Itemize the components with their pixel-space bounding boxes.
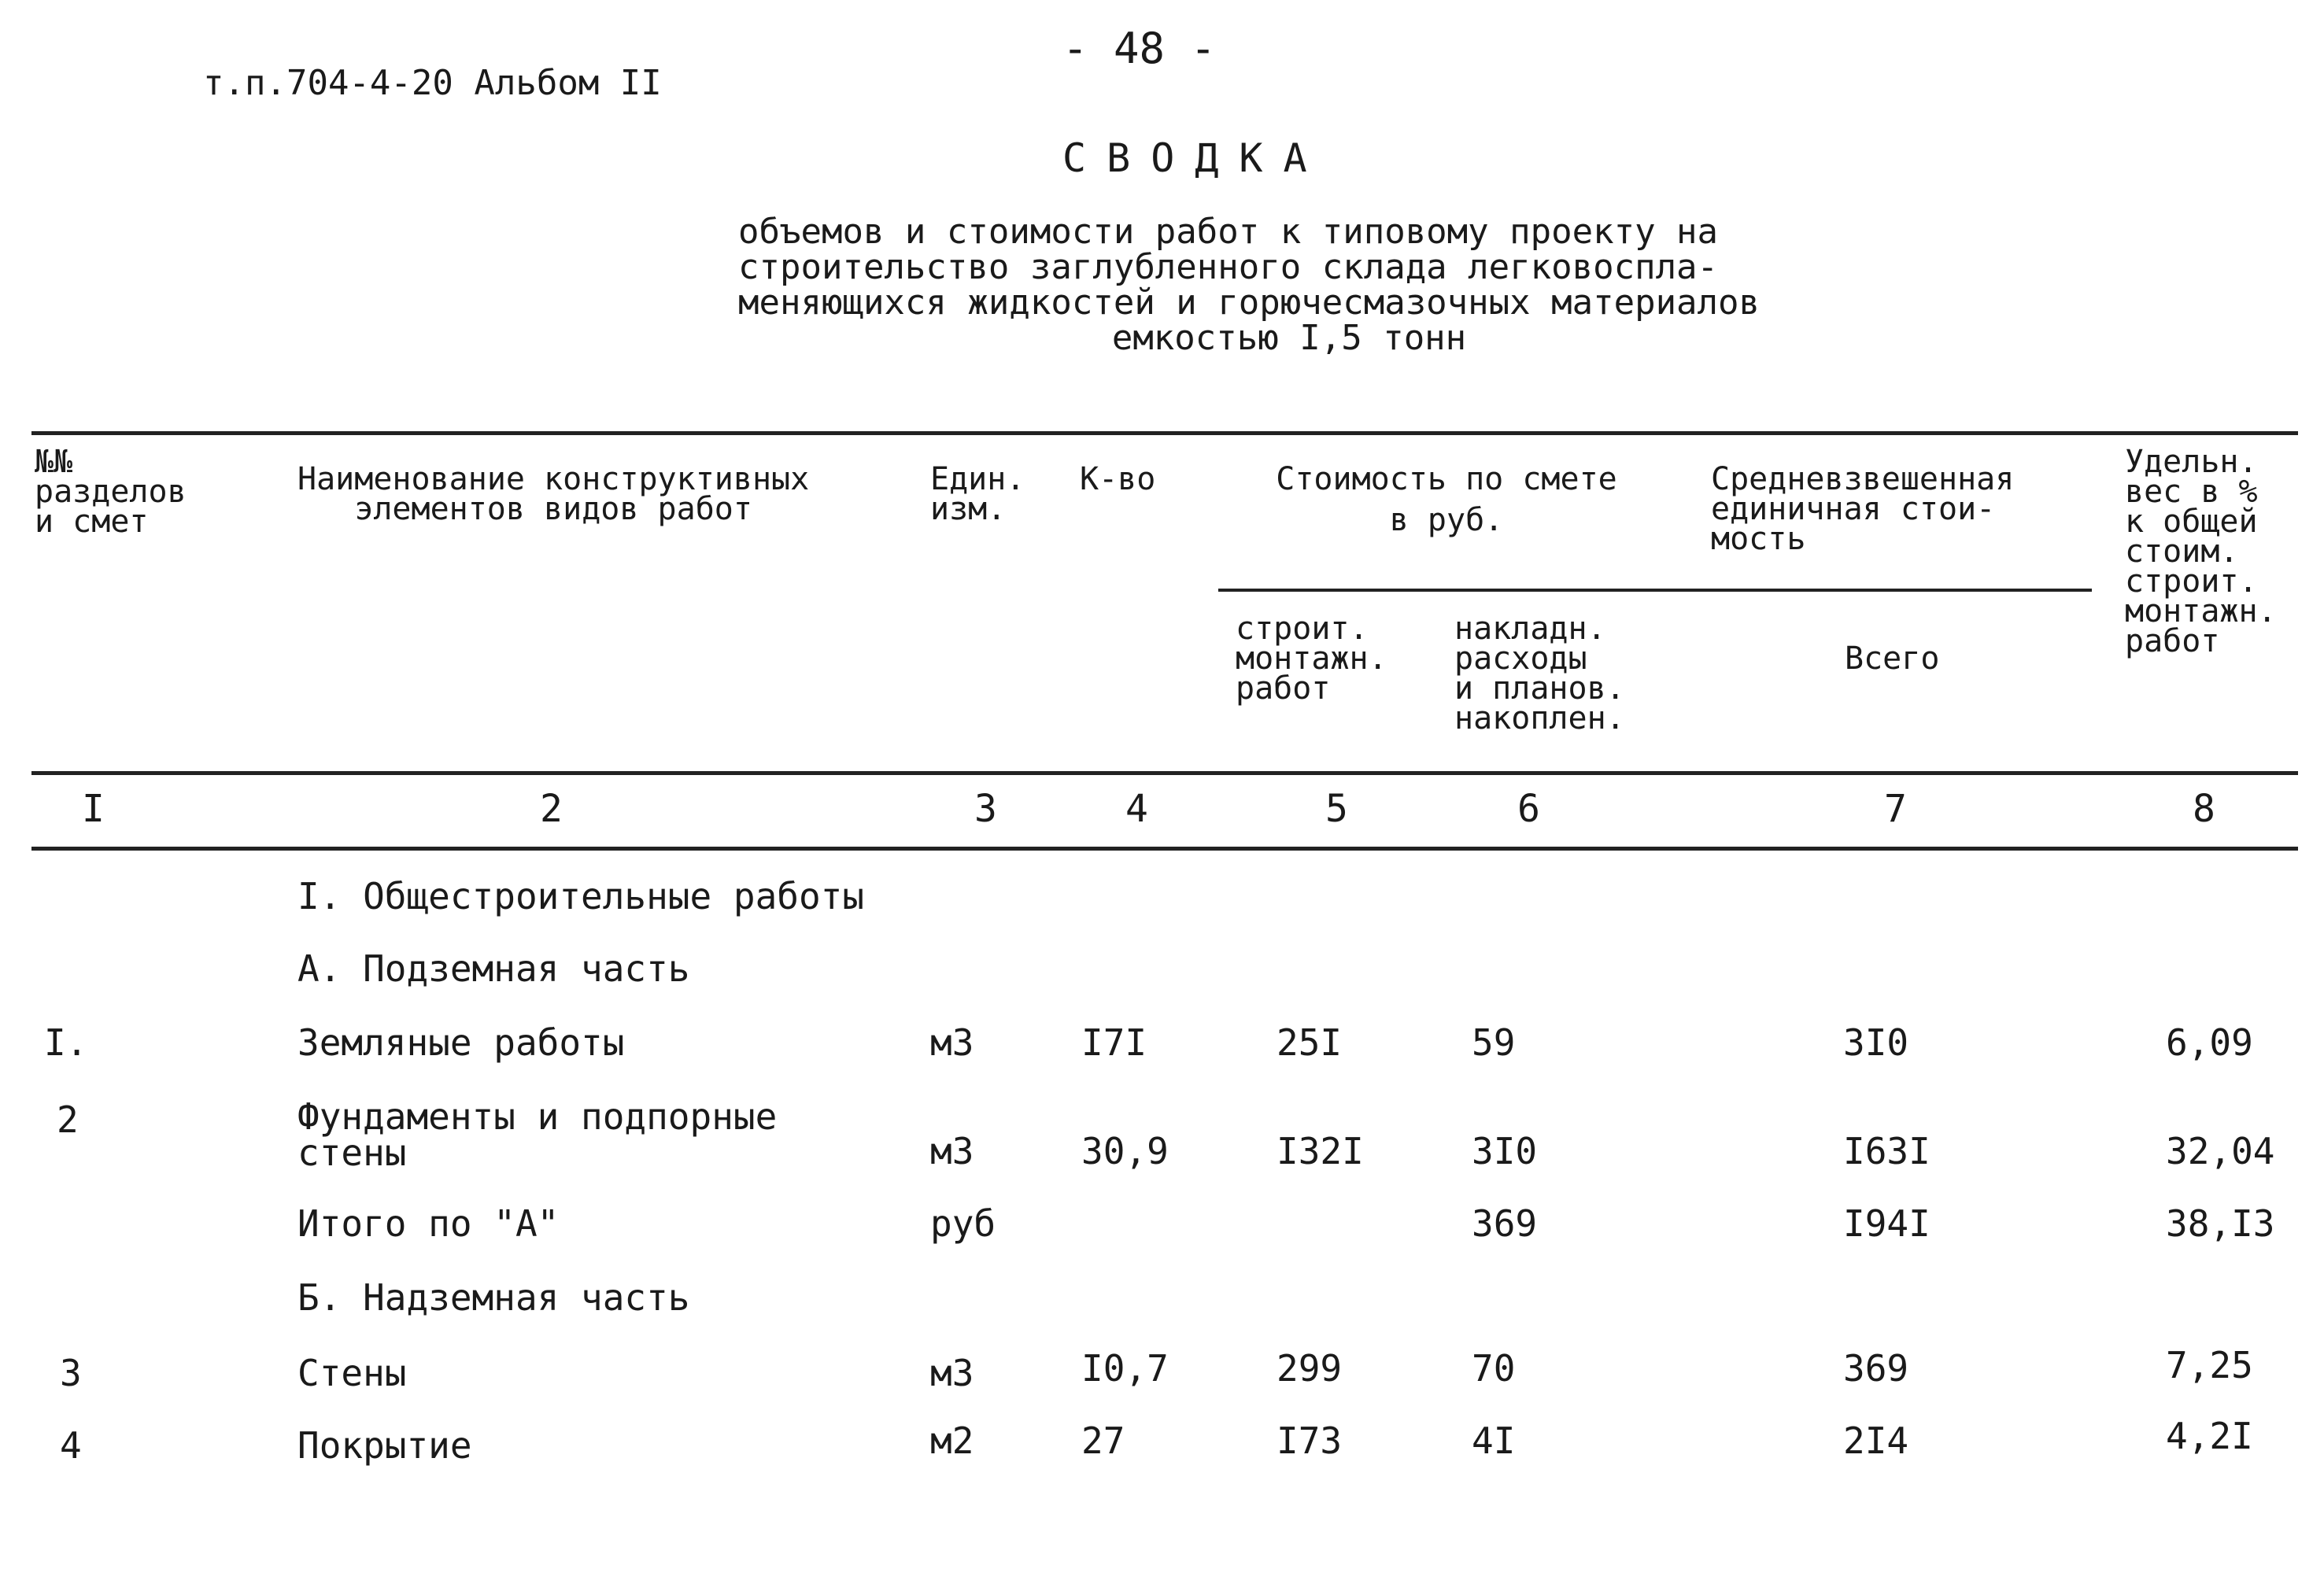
column-number: 2: [540, 787, 563, 831]
table-row-qty: I0,7: [1081, 1347, 1169, 1390]
table-row-unit: м3: [930, 1352, 974, 1394]
subtitle-line: емкостью I,5 тонн: [1111, 318, 1467, 358]
column-number: I: [82, 787, 105, 831]
table-row-c8: 32,04: [2166, 1130, 2275, 1172]
header-col6: накладн. расходы и планов. накоплен.: [1454, 611, 1625, 736]
table-row-name: Фундаменты и подпорные стены: [297, 1095, 778, 1174]
subtitle-line: объемов и стоимости работ к типовому проекту на: [738, 212, 1719, 252]
table-row-num: 4: [60, 1424, 82, 1467]
document-subtitle: [738, 214, 1840, 356]
header-col4: К-во: [1080, 461, 1156, 497]
table-row-c6: 4I: [1472, 1419, 1516, 1462]
column-number: 4: [1125, 787, 1148, 831]
document-reference: т.п.704-4-20 Альбом II: [203, 63, 662, 103]
table-row-unit: м2: [930, 1419, 974, 1462]
header-col7-group: Средневзвешенная единичная стои- мость: [1711, 461, 2015, 557]
table-row-c8: 6,09: [2166, 1021, 2253, 1064]
table-row-unit: руб: [930, 1202, 996, 1245]
table-row-c7: I63I: [1843, 1130, 1931, 1172]
column-number: 3: [974, 787, 997, 831]
column-number: 6: [1517, 787, 1540, 831]
header-col2: Наименование конструктивных элементов видов работ: [297, 461, 810, 527]
table-row-c6: 70: [1472, 1347, 1516, 1390]
header-col3: Един. изм.: [930, 461, 1025, 527]
table-row-name: Покрытие: [297, 1424, 472, 1467]
table-top-rule: [31, 431, 2298, 435]
table-row-c5: 299: [1277, 1347, 1343, 1390]
table-row-name: Стены: [297, 1352, 407, 1394]
column-numbers-rule: [31, 847, 2298, 851]
table-row-c8: 7,25: [2166, 1344, 2253, 1386]
table-row-c8: 38,I3: [2166, 1202, 2275, 1245]
column-number: 8: [2193, 787, 2215, 831]
header-col5: строит. монтажн. работ: [1236, 611, 1387, 707]
table-row-c7: 2I4: [1843, 1419, 1909, 1462]
table-row-qty: I7I: [1081, 1021, 1147, 1064]
subtitle-line: меняющихся жидкостей и горючесмазочных материалов: [738, 282, 1761, 323]
header-bottom-rule: [31, 771, 2298, 775]
column-number: 5: [1325, 787, 1348, 831]
table-row-num: 2: [57, 1098, 79, 1141]
table-row-c6: 369: [1472, 1202, 1538, 1245]
table-row-num: I.: [44, 1021, 88, 1064]
section-heading: Б. Надземная часть: [297, 1276, 690, 1319]
header-col7: Всего: [1845, 640, 1940, 677]
header-cost-group: Стоимость по смете в руб.: [1276, 461, 1617, 538]
table-row-name: Итого по "А": [297, 1202, 560, 1245]
table-row-unit: м3: [930, 1130, 974, 1172]
table-row-unit: м3: [930, 1021, 974, 1064]
table-row-c8: 4,2I: [2166, 1415, 2253, 1457]
table-row-c7: I94I: [1843, 1202, 1931, 1245]
table-row-c5: I32I: [1277, 1130, 1364, 1172]
column-number: 7: [1884, 787, 1907, 831]
document-title: СВОДКА: [1062, 135, 1328, 181]
table-row-name: Земляные работы: [297, 1021, 625, 1064]
table-row-c7: 3I0: [1843, 1021, 1909, 1064]
table-row-c6: 3I0: [1472, 1130, 1538, 1172]
section-heading: А. Подземная часть: [297, 947, 690, 990]
table-row-num: 3: [60, 1352, 82, 1394]
table-row-qty: 30,9: [1081, 1130, 1169, 1172]
table-row-c5: 25I: [1277, 1021, 1343, 1064]
table-row-c7: 369: [1843, 1347, 1909, 1390]
table-row-qty: 27: [1081, 1419, 1125, 1462]
page-number: - 48 -: [1062, 24, 1217, 73]
header-col8: Удельн. вес в % к общей стоим. строит. монтажн. работ: [2125, 444, 2277, 659]
table-row-c5: I73: [1277, 1419, 1343, 1462]
table-row-c6: 59: [1472, 1021, 1516, 1064]
subtitle-line: строительство заглубленного склада легковоспла-: [738, 247, 1719, 287]
section-heading: I. Общестроительные работы: [297, 875, 865, 917]
header-sub-rule: [1218, 589, 2092, 592]
header-col1: №№ разделов и смет: [35, 444, 187, 540]
